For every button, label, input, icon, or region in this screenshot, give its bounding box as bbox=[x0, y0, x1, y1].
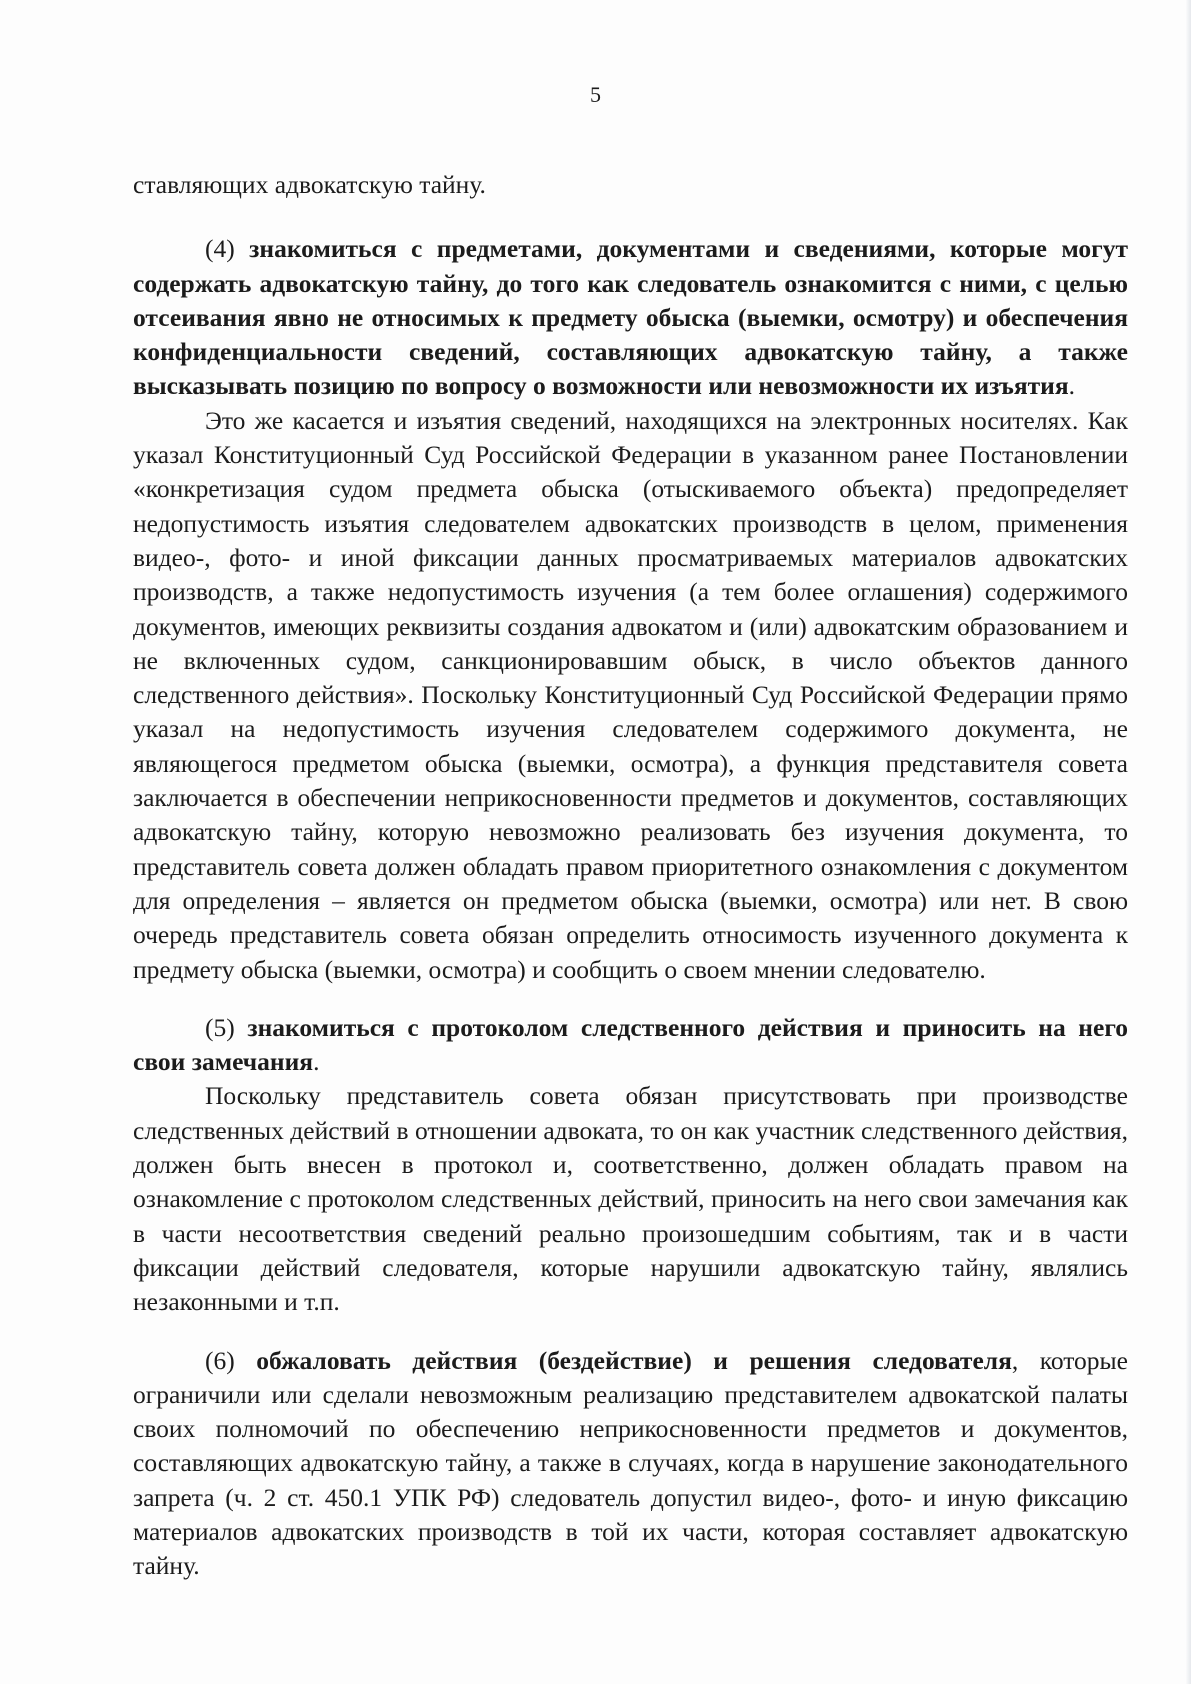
document-body bbox=[133, 168, 1128, 1584]
page-number: 5 bbox=[590, 82, 601, 107]
item-bold-text: знакомиться с протоколом следственного действия и приносить на него свои замечания bbox=[133, 1012, 1129, 1077]
paragraph-text: Это же касается и изъятия сведений, находящихся на электронных носителях. Как указал Конституционный Суд Российской Федерации в указанном ранее Постановлении «конкретизация судом предмета обыска (отыскиваемого объекта) предопределяет недопустимость изъятия следователем адвокатских производств в целом, применения видео-, фото- и иной фиксации данных просматриваемых материалов адвокатских производств, а также недопустимость изучения (а тем более оглашения) содержимого документов, имеющих реквизиты создания адвокатом и (или) адвокатским образованием и не включенных судом, санкционировавшим обыск, в число объектов данного следственного действия». Поскольку Конституционный Суд Российской Федерации прямо указал на недопустимость изучения следователем содержимого документа, не являющегося предметом обыска (выемки, осмотра), а функция представителя совета заключается в обеспечении неприкосновенности предметов и документов, составляющих адвокатскую тайну, которую невозможно реализовать без изучения документа, то представитель совета должен обладать правом приоритетного ознакомления с документом для определения – является он предметом обыска (выемки, осмотра) или нет. В свою очередь представитель совета обязан определить относимость изученного документа к предмету обыска (выемки, осмотра) и сообщить о своем мнении следователю. bbox=[133, 405, 1128, 984]
paragraph-electronic-media bbox=[133, 404, 1128, 987]
item-rest-text: . bbox=[1068, 371, 1076, 401]
list-item-5 bbox=[133, 1011, 1128, 1080]
paragraph-text: ставляющих адвокатскую тайну. bbox=[133, 170, 486, 199]
item-bold-text: знакомиться с предметами, документами и сведениями, которые могут содержать адвокатскую тайну, до того как следователь ознакомится с ними, с целью отсеивания явно не относимых к предмету обыска (выемки, осмотру) и обеспечения конфиденциальности сведений, составляющих адвокатскую тайну, а также высказывать позицию по вопросу о возможности или невозможности их изъятия bbox=[133, 234, 1129, 401]
paragraph-protocol bbox=[133, 1079, 1128, 1319]
item-bold-text: обжаловать действия (бездействие) и решения следователя bbox=[256, 1345, 1012, 1375]
item-number: (5) bbox=[205, 1012, 248, 1042]
list-item-4 bbox=[133, 232, 1128, 403]
list-item-6 bbox=[133, 1344, 1128, 1584]
item-rest-text: , которые ограничили или сделали невозможным реализацию представителем адвокатской палаты своих полномочий по обеспечению неприкосновенности предметов и документов, составляющих адвокатскую тайну, а также в случаях, когда в нарушение законодательного запрета (ч. 2 ст. 450.1 УПК РФ) следователь допустил видео-, фото- и иную фиксацию материалов адвокатских производств в той их части, которая составляет адвокатскую тайну. bbox=[133, 1345, 1128, 1581]
paragraph-continuation bbox=[133, 168, 1128, 202]
item-rest-text: . bbox=[313, 1047, 320, 1077]
item-number: (4) bbox=[205, 234, 250, 264]
paragraph-text: Поскольку представитель совета обязан присутствовать при производстве следственных действий в отношении адвоката, то он как участник следственного действия, должен быть внесен в протокол и, соответственно, должен обладать правом на ознакомление с протоколом следственных действий, приносить на него свои замечания как в части несоответствия сведений реально произошедшим событиям, так и в части фиксации действий следователя, которые нарушили адвокатскую тайну, являлись незаконными и т.п. bbox=[133, 1081, 1128, 1317]
item-number: (6) bbox=[205, 1345, 257, 1375]
scan-edge-shadow bbox=[1185, 0, 1191, 1684]
